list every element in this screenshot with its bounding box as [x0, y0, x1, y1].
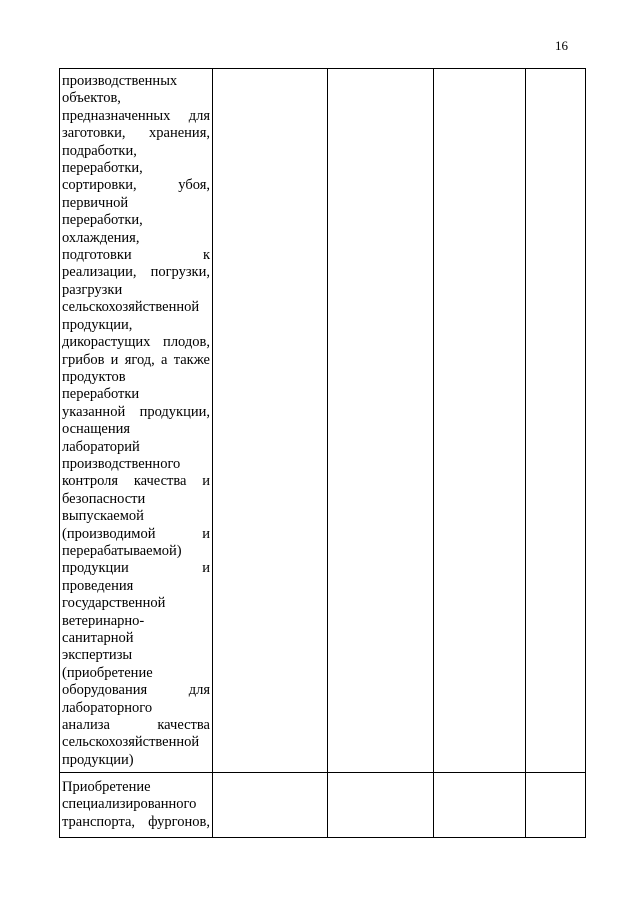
- text-line: продукции): [62, 751, 134, 768]
- text-line: оснащения: [62, 421, 131, 438]
- text-line: переработки,: [62, 160, 143, 177]
- text-line: охлаждения,: [62, 229, 140, 246]
- document-table: [59, 68, 586, 838]
- text-line: выпускаемой: [62, 508, 144, 525]
- text-line: (производимой и: [62, 525, 210, 542]
- page-number: 16: [555, 38, 568, 53]
- text-line: дикорастущих плодов,: [62, 334, 210, 351]
- text-line: разгрузки: [62, 281, 123, 298]
- table-cell-empty: [434, 69, 526, 773]
- text-line: заготовки, хранения,: [62, 125, 210, 142]
- text-line: первичной: [62, 194, 129, 211]
- text-line: экспертизы: [62, 647, 133, 664]
- table-cell-empty: [213, 773, 328, 838]
- text-line: предназначенных для: [62, 107, 210, 124]
- text-line: транспорта, фургонов,: [62, 813, 210, 830]
- text-line: санитарной: [62, 630, 134, 646]
- table-cell-empty: [328, 773, 434, 838]
- text-line: переработки,: [62, 212, 143, 229]
- table-cell-empty: [526, 773, 586, 838]
- text-line: контроля качества и: [62, 473, 210, 490]
- table-cell-empty: [434, 773, 526, 838]
- text-line: сельскохозяйственной: [62, 734, 200, 751]
- text-line: производственных: [62, 73, 178, 89]
- table-cell-empty: [328, 69, 434, 773]
- text-line: оборудования для: [62, 682, 210, 699]
- text-line: проведения: [62, 577, 134, 594]
- text-line: лабораторий: [62, 438, 140, 455]
- text-line: подработки,: [62, 142, 137, 159]
- text-line: переработки: [62, 386, 140, 403]
- text-line: продукции и: [62, 560, 210, 577]
- text-line: реализации, погрузки,: [62, 264, 210, 281]
- text-line: подготовки к: [62, 247, 210, 264]
- text-line: производственного: [62, 455, 181, 472]
- table-cell-description: [60, 69, 213, 773]
- cell-text: [60, 69, 212, 769]
- text-line: лабораторного: [62, 699, 153, 716]
- text-line: государственной: [62, 595, 166, 612]
- text-line: указанной продукции,: [62, 403, 210, 420]
- text-line: ветеринарно-: [62, 612, 145, 629]
- text-line: перерабатываемой): [62, 542, 182, 559]
- text-line: продукции,: [62, 316, 133, 333]
- text-line: объектов,: [62, 90, 121, 107]
- table-row: [60, 773, 586, 838]
- table-cell-empty: [213, 69, 328, 773]
- text-line: безопасности: [62, 490, 146, 507]
- text-line: Приобретение: [62, 779, 151, 795]
- text-line: специализированного: [62, 796, 197, 813]
- table-row: [60, 69, 586, 773]
- text-line: продуктов: [62, 368, 126, 385]
- text-line: сельскохозяйственной: [62, 299, 200, 316]
- table-cell-description: [60, 773, 213, 838]
- text-line: грибов и ягод, а также: [62, 351, 210, 368]
- text-line: (приобретение: [62, 664, 153, 681]
- cell-text: [60, 773, 212, 831]
- text-line: анализа качества: [62, 717, 210, 734]
- text-line: сортировки, убоя,: [62, 177, 210, 194]
- table-cell-empty: [526, 69, 586, 773]
